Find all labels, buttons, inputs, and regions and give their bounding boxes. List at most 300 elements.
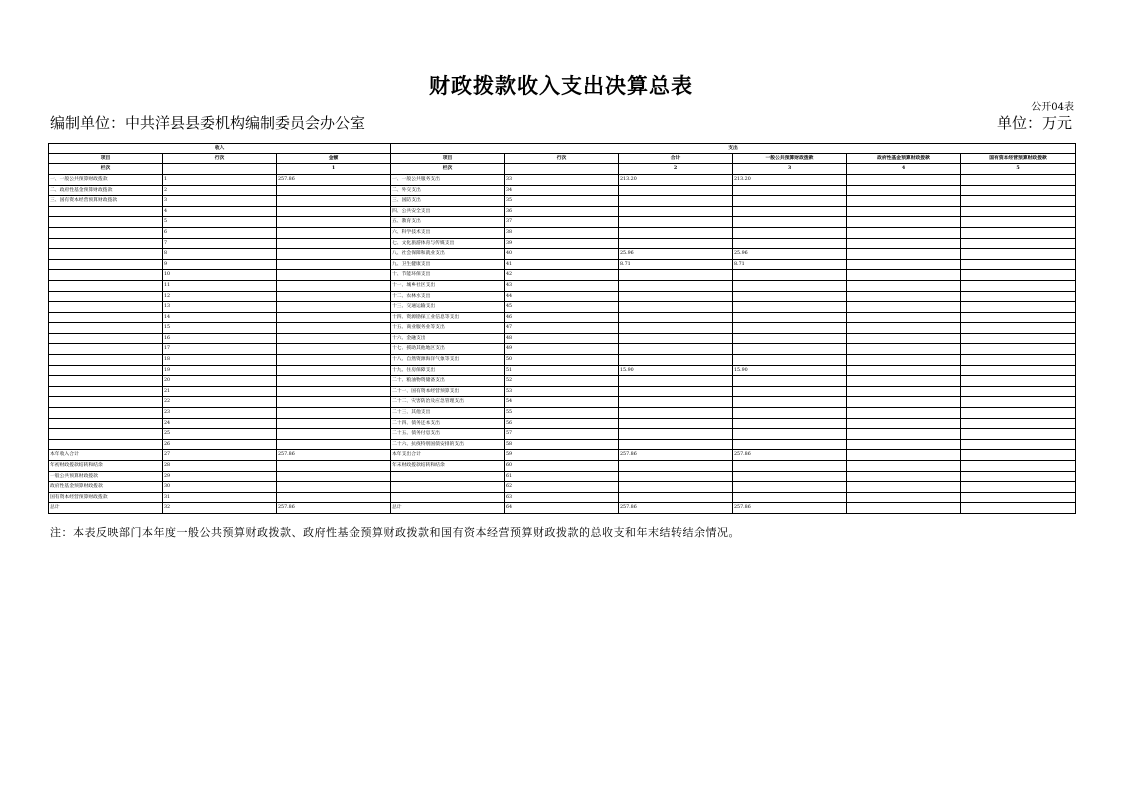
- table-cell: 50: [505, 355, 619, 366]
- table-row: [49, 386, 1076, 397]
- table-cell: 28: [163, 461, 277, 472]
- table-cell: [277, 196, 391, 207]
- table-cell: 8.71: [619, 259, 733, 270]
- table-cell: 二十六、抗疫特别国债安排的支出: [391, 439, 505, 450]
- table-cell: 36: [505, 206, 619, 217]
- table-row: [49, 333, 1076, 344]
- table-cell: [49, 238, 163, 249]
- table-cell: 8: [163, 249, 277, 260]
- table-cell: [733, 302, 847, 313]
- table-cell: [277, 270, 391, 281]
- table-cell: [49, 217, 163, 228]
- footnote: 注：本表反映部门本年度一般公共预算财政拨款、政府性基金预算财政拨款和国有资本经营预算财政拨款的总收支和年末结转结余情况。: [50, 526, 740, 539]
- table-row: [49, 408, 1076, 419]
- table-cell: [961, 302, 1076, 313]
- table-cell: [277, 227, 391, 238]
- table-cell: [733, 492, 847, 503]
- table-cell: [961, 323, 1076, 334]
- table-cell: [847, 492, 961, 503]
- table-row: [49, 461, 1076, 472]
- table-cell: [619, 238, 733, 249]
- table-cell: 257.86: [733, 450, 847, 461]
- table-cell: [961, 333, 1076, 344]
- table-cell: [847, 503, 961, 514]
- table-cell: 本年收入合计: [49, 450, 163, 461]
- table-cell: 十二、农林水支出: [391, 291, 505, 302]
- table-cell: [961, 482, 1076, 493]
- table-cell: [49, 344, 163, 355]
- table-cell: 国有资本经营预算财政拨款: [49, 492, 163, 503]
- table-cell: 32: [163, 503, 277, 514]
- table-cell: [961, 312, 1076, 323]
- table-cell: 六、科学技术支出: [391, 227, 505, 238]
- table-cell: [49, 291, 163, 302]
- table-cell: 二十、粮油物资储备支出: [391, 376, 505, 387]
- table-cell: [961, 227, 1076, 238]
- table-cell: 20: [163, 376, 277, 387]
- table-cell: 14: [163, 312, 277, 323]
- table-cell: [733, 439, 847, 450]
- table-cell: [277, 206, 391, 217]
- table-cell: [49, 397, 163, 408]
- table-row: [49, 217, 1076, 228]
- table-cell: [847, 333, 961, 344]
- table-cell: 十五、商业服务业等支出: [391, 323, 505, 334]
- table-row: [49, 323, 1076, 334]
- table-cell: 17: [163, 344, 277, 355]
- column-header: 一般公共预算财政拨款: [733, 153, 847, 164]
- table-cell: 22: [163, 397, 277, 408]
- table-cell: [733, 418, 847, 429]
- table-cell: [847, 302, 961, 313]
- table-cell: 十四、资源勘探工业信息等支出: [391, 312, 505, 323]
- column-number-cell: 3: [733, 164, 847, 175]
- table-cell: 11: [163, 280, 277, 291]
- table-cell: 18: [163, 355, 277, 366]
- table-cell: 一、一般公共预算财政拨款: [49, 174, 163, 185]
- table-cell: [49, 439, 163, 450]
- table-cell: [277, 291, 391, 302]
- table-row: [49, 365, 1076, 376]
- column-header: 国有资本经营预算财政拨款: [961, 153, 1076, 164]
- table-cell: 十三、交通运输支出: [391, 302, 505, 313]
- table-cell: [619, 302, 733, 313]
- table-cell: [961, 291, 1076, 302]
- money-unit-label: 单位：万元: [996, 114, 1072, 132]
- table-cell: [619, 397, 733, 408]
- table-cell: 7: [163, 238, 277, 249]
- table-cell: [733, 376, 847, 387]
- table-cell: [619, 492, 733, 503]
- table-cell: [277, 302, 391, 313]
- table-cell: [277, 238, 391, 249]
- table-cell: [961, 503, 1076, 514]
- table-cell: [847, 355, 961, 366]
- table-cell: 60: [505, 461, 619, 472]
- table-cell: [619, 439, 733, 450]
- table-cell: [277, 418, 391, 429]
- table-cell: 59: [505, 450, 619, 461]
- table-cell: 29: [163, 471, 277, 482]
- table-cell: [847, 217, 961, 228]
- table-cell: [733, 323, 847, 334]
- table-row: [49, 450, 1076, 461]
- table-row: [49, 185, 1076, 196]
- table-cell: [961, 196, 1076, 207]
- table-cell: 42: [505, 270, 619, 281]
- table-cell: 40: [505, 249, 619, 260]
- table-cell: [277, 471, 391, 482]
- table-cell: [619, 206, 733, 217]
- table-cell: [733, 471, 847, 482]
- table-cell: 23: [163, 408, 277, 419]
- table-cell: 45: [505, 302, 619, 313]
- table-cell: 总计: [49, 503, 163, 514]
- table-cell: [49, 418, 163, 429]
- table-cell: [847, 429, 961, 440]
- table-cell: 25.96: [619, 249, 733, 260]
- table-cell: [49, 312, 163, 323]
- table-cell: 二十三、其他支出: [391, 408, 505, 419]
- table-cell: 54: [505, 397, 619, 408]
- table-cell: [49, 280, 163, 291]
- column-number-cell: 栏次: [49, 164, 163, 175]
- table-cell: 15.90: [619, 365, 733, 376]
- table-cell: 二十五、债务付息支出: [391, 429, 505, 440]
- table-cell: [847, 397, 961, 408]
- table-cell: [49, 333, 163, 344]
- table-cell: 1: [163, 174, 277, 185]
- table-cell: 8.71: [733, 259, 847, 270]
- table-cell: [847, 450, 961, 461]
- table-row: [49, 376, 1076, 387]
- table-cell: 七、文化旅游体育与传媒支出: [391, 238, 505, 249]
- table-cell: [733, 206, 847, 217]
- table-cell: [277, 323, 391, 334]
- column-header: 金额: [277, 153, 391, 164]
- table-cell: 37: [505, 217, 619, 228]
- table-cell: 39: [505, 238, 619, 249]
- table-cell: [847, 206, 961, 217]
- table-cell: [49, 302, 163, 313]
- table-cell: [277, 312, 391, 323]
- table-cell: [277, 185, 391, 196]
- table-row: [49, 471, 1076, 482]
- table-cell: 12: [163, 291, 277, 302]
- table-cell: 三、国有资本经营预算财政拨款: [49, 196, 163, 207]
- table-cell: 64: [505, 503, 619, 514]
- table-row: [49, 270, 1076, 281]
- table-cell: 十八、自然资源海洋气象等支出: [391, 355, 505, 366]
- table-cell: 213.20: [733, 174, 847, 185]
- column-number-cell: 5: [961, 164, 1076, 175]
- table-cell: [277, 429, 391, 440]
- table-cell: [49, 323, 163, 334]
- table-cell: 十六、金融支出: [391, 333, 505, 344]
- table-cell: 55: [505, 408, 619, 419]
- table-cell: [733, 185, 847, 196]
- table-cell: [733, 312, 847, 323]
- table-cell: [847, 461, 961, 472]
- table-row: [49, 492, 1076, 503]
- table-cell: [847, 344, 961, 355]
- table-row: [49, 249, 1076, 260]
- table-cell: [961, 418, 1076, 429]
- table-cell: [733, 196, 847, 207]
- table-cell: [847, 270, 961, 281]
- column-header: 政府性基金预算财政拨款: [847, 153, 961, 164]
- table-cell: [277, 280, 391, 291]
- table-cell: [733, 482, 847, 493]
- table-cell: [277, 333, 391, 344]
- table-cell: [847, 312, 961, 323]
- table-cell: [733, 429, 847, 440]
- table-cell: [961, 397, 1076, 408]
- table-cell: [619, 333, 733, 344]
- column-number-cell: 1: [277, 164, 391, 175]
- table-cell: [961, 429, 1076, 440]
- table-cell: 48: [505, 333, 619, 344]
- table-cell: 2: [163, 185, 277, 196]
- table-cell: 二十一、国有资本经营预算支出: [391, 386, 505, 397]
- table-cell: [847, 323, 961, 334]
- table-cell: [49, 227, 163, 238]
- table-cell: [619, 185, 733, 196]
- table-cell: [49, 206, 163, 217]
- table-cell: 年末财政拨款结转和结余: [391, 461, 505, 472]
- table-cell: 二十四、债务还本支出: [391, 418, 505, 429]
- table-row: [49, 238, 1076, 249]
- table-cell: [277, 492, 391, 503]
- table-cell: 5: [163, 217, 277, 228]
- table-cell: [961, 174, 1076, 185]
- table-cell: 4: [163, 206, 277, 217]
- form-number: 公开04表: [1031, 102, 1074, 113]
- table-cell: 15: [163, 323, 277, 334]
- table-cell: [847, 280, 961, 291]
- table-cell: 6: [163, 227, 277, 238]
- table-cell: 44: [505, 291, 619, 302]
- table-cell: 二、政府性基金预算财政拨款: [49, 185, 163, 196]
- table-cell: [391, 482, 505, 493]
- table-cell: [277, 408, 391, 419]
- table-cell: 一般公共预算财政拨款: [49, 471, 163, 482]
- table-cell: 43: [505, 280, 619, 291]
- table-cell: 24: [163, 418, 277, 429]
- table-cell: [733, 461, 847, 472]
- table-cell: [961, 376, 1076, 387]
- table-cell: 21: [163, 386, 277, 397]
- table-cell: [961, 344, 1076, 355]
- column-header: 行次: [163, 153, 277, 164]
- table-cell: [961, 461, 1076, 472]
- table-cell: [619, 227, 733, 238]
- table-cell: [619, 344, 733, 355]
- table-cell: 二十二、灾害防治及应急管理支出: [391, 397, 505, 408]
- table-cell: [733, 408, 847, 419]
- table-cell: [619, 280, 733, 291]
- table-cell: [847, 482, 961, 493]
- table-cell: 15.90: [733, 365, 847, 376]
- table-cell: 二、外交支出: [391, 185, 505, 196]
- column-header: 项目: [391, 153, 505, 164]
- table-cell: 总计: [391, 503, 505, 514]
- table-cell: [49, 355, 163, 366]
- table-cell: [847, 238, 961, 249]
- table-cell: [847, 408, 961, 419]
- column-number-cell: 栏次: [391, 164, 505, 175]
- table-cell: [619, 323, 733, 334]
- table-cell: [49, 408, 163, 419]
- table-cell: [49, 376, 163, 387]
- table-cell: [961, 365, 1076, 376]
- table-cell: 一、一般公共服务支出: [391, 174, 505, 185]
- table-cell: [619, 376, 733, 387]
- table-cell: 九、卫生健康支出: [391, 259, 505, 270]
- table-cell: 19: [163, 365, 277, 376]
- table-cell: [619, 418, 733, 429]
- table-row: [49, 206, 1076, 217]
- table-cell: [277, 365, 391, 376]
- table-cell: [619, 355, 733, 366]
- table-cell: [49, 259, 163, 270]
- table-cell: [733, 344, 847, 355]
- table-cell: [961, 439, 1076, 450]
- table-cell: 25.96: [733, 249, 847, 260]
- table-cell: 33: [505, 174, 619, 185]
- table-cell: [277, 376, 391, 387]
- org-unit-label: 编制单位：中共洋县县委机构编制委员会办公室: [50, 114, 366, 132]
- table-cell: 41: [505, 259, 619, 270]
- table-cell: [961, 206, 1076, 217]
- table-cell: [733, 280, 847, 291]
- table-cell: 十一、城乡社区支出: [391, 280, 505, 291]
- table-cell: 47: [505, 323, 619, 334]
- table-row: [49, 291, 1076, 302]
- table-cell: [49, 270, 163, 281]
- column-header-row: [49, 153, 1076, 164]
- table-cell: 56: [505, 418, 619, 429]
- table-cell: [961, 217, 1076, 228]
- table-row: [49, 312, 1076, 323]
- table-row: [49, 355, 1076, 366]
- table-cell: 三、国防支出: [391, 196, 505, 207]
- table-cell: 257.86: [277, 174, 391, 185]
- table-row: [49, 503, 1076, 514]
- table-cell: 61: [505, 471, 619, 482]
- table-cell: 57: [505, 429, 619, 440]
- table-cell: [619, 461, 733, 472]
- table-cell: 13: [163, 302, 277, 313]
- table-cell: [619, 270, 733, 281]
- table-cell: 五、教育支出: [391, 217, 505, 228]
- table-cell: [619, 291, 733, 302]
- table-cell: [733, 397, 847, 408]
- table-row: [49, 302, 1076, 313]
- table-row: [49, 418, 1076, 429]
- table-cell: 257.86: [619, 503, 733, 514]
- table-row: [49, 174, 1076, 185]
- table-cell: 34: [505, 185, 619, 196]
- table-row: [49, 482, 1076, 493]
- table-cell: 年初财政拨款结转和结余: [49, 461, 163, 472]
- table-cell: 63: [505, 492, 619, 503]
- table-cell: 27: [163, 450, 277, 461]
- table-cell: [277, 249, 391, 260]
- table-cell: [277, 355, 391, 366]
- table-cell: 25: [163, 429, 277, 440]
- table-cell: [847, 259, 961, 270]
- table-row: [49, 227, 1076, 238]
- table-cell: [961, 185, 1076, 196]
- table-cell: 十九、住房保障支出: [391, 365, 505, 376]
- table-cell: 257.86: [277, 503, 391, 514]
- table-cell: 四、公共安全支出: [391, 206, 505, 217]
- table-cell: [733, 238, 847, 249]
- table-cell: [619, 196, 733, 207]
- column-number-cell: 4: [847, 164, 961, 175]
- table-cell: [619, 408, 733, 419]
- table-cell: [277, 439, 391, 450]
- table-cell: 本年支出合计: [391, 450, 505, 461]
- table-cell: 10: [163, 270, 277, 281]
- table-cell: [619, 386, 733, 397]
- table-cell: [961, 238, 1076, 249]
- table-cell: [619, 471, 733, 482]
- table-cell: 30: [163, 482, 277, 493]
- table-row: [49, 344, 1076, 355]
- table-cell: [961, 471, 1076, 482]
- table-cell: [733, 386, 847, 397]
- table-cell: [49, 429, 163, 440]
- table-cell: [619, 312, 733, 323]
- table-cell: 八、社会保障和就业支出: [391, 249, 505, 260]
- table-cell: [277, 259, 391, 270]
- budget-table: [48, 143, 1076, 514]
- table-cell: [391, 471, 505, 482]
- column-number-row: [49, 164, 1076, 175]
- table-cell: 49: [505, 344, 619, 355]
- table-cell: [733, 355, 847, 366]
- column-header: 合计: [619, 153, 733, 164]
- table-cell: [961, 450, 1076, 461]
- table-cell: [847, 227, 961, 238]
- table-cell: [733, 217, 847, 228]
- table-cell: [277, 217, 391, 228]
- table-cell: [961, 386, 1076, 397]
- table-cell: 十七、援助其他地区支出: [391, 344, 505, 355]
- table-row: [49, 196, 1076, 207]
- table-cell: [961, 259, 1076, 270]
- expense-group-header: 支出: [391, 144, 1076, 154]
- table-cell: 38: [505, 227, 619, 238]
- table-cell: 51: [505, 365, 619, 376]
- table-cell: 58: [505, 439, 619, 450]
- table-row: [49, 259, 1076, 270]
- table-cell: [847, 249, 961, 260]
- table-cell: 十、节能环保支出: [391, 270, 505, 281]
- table-cell: [49, 249, 163, 260]
- table-cell: 257.86: [733, 503, 847, 514]
- table-cell: 257.86: [277, 450, 391, 461]
- table-cell: 46: [505, 312, 619, 323]
- table-row: [49, 439, 1076, 450]
- table-cell: 213.20: [619, 174, 733, 185]
- column-number-cell: [163, 164, 277, 175]
- table-cell: [847, 365, 961, 376]
- table-row: [49, 397, 1076, 408]
- table-cell: [277, 397, 391, 408]
